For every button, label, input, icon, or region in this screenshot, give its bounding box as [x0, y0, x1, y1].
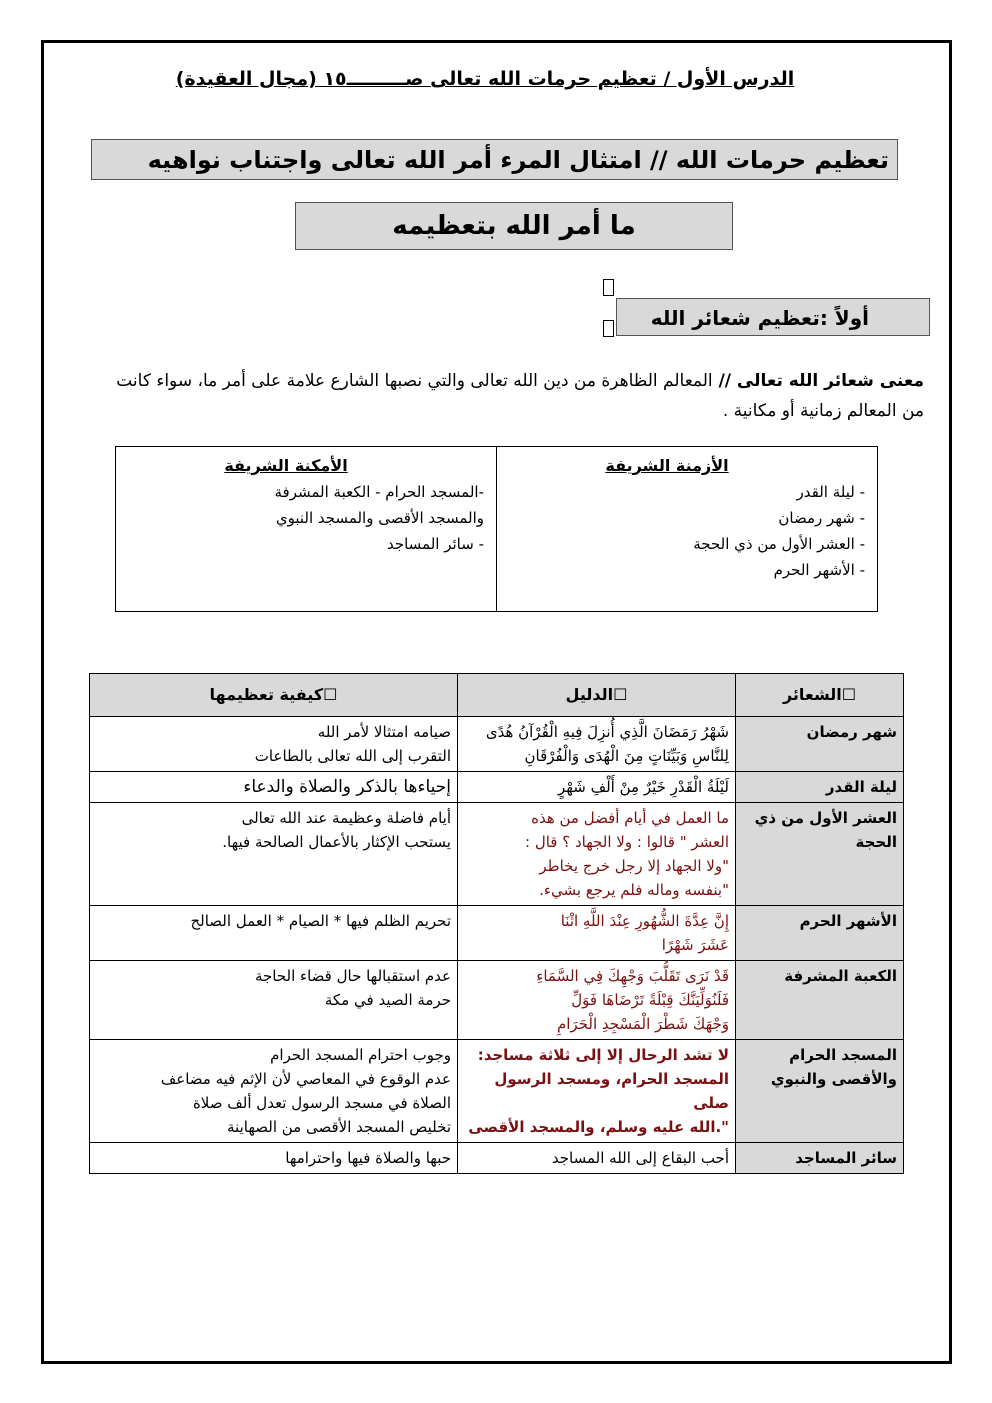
header-rites: ☐الشعائر	[736, 674, 904, 717]
how-line: تخليص المسجد الأقصى من الصهاينة	[227, 1118, 451, 1136]
times-places-table	[115, 446, 878, 612]
evidence-line: فَلَنُوَلِّيَنَّكَ قِبْلَةً تَرْضَاهَا فَوَلِّ	[571, 991, 729, 1009]
header-label: كيفية تعظيمها	[209, 685, 324, 704]
header-label: الدليل	[565, 685, 614, 704]
places-header: الأمكنة الشريفة	[224, 456, 348, 475]
rite-name: سائر المساجد	[736, 1143, 904, 1174]
meaning-separator: //	[712, 371, 737, 391]
table-row	[90, 961, 904, 1040]
list-item: - ليلة القدر	[796, 483, 865, 501]
how-line: التقرب إلى الله تعالى بالطاعات	[254, 747, 451, 765]
evidence-line: ".الله عليه وسلم، والمسجد الأقصى	[468, 1118, 729, 1136]
rites-table	[89, 673, 904, 1174]
how-line: وجوب احترام المسجد الحرام	[270, 1046, 451, 1064]
checkbox-icon	[603, 320, 614, 337]
how-line: عدم الوقوع في المعاصي لأن الإثم فيه مضاعف	[160, 1070, 451, 1088]
rite-name: الكعبة المشرفة	[736, 961, 904, 1040]
how-line: صيامه امتثالا لأمر الله	[317, 723, 451, 741]
how-cell	[90, 961, 458, 1040]
evidence-line: قَدْ نَرَى تَقَلُّبَ وَجْهِكَ فِي السَّمَاءِ	[536, 967, 729, 985]
evidence-line: العشر " قالوا : ولا الجهاد ؟ قال :	[525, 833, 729, 851]
evidence-cell	[458, 803, 736, 906]
meaning-label: معنى شعائر الله تعالى	[736, 371, 924, 391]
evidence-line: إِنَّ عِدَّةَ الشُّهُورِ عِنْدَ اللَّهِ اثْنَا	[560, 912, 729, 930]
how-line: أيام فاضلة وعظيمة عند الله تعالى	[241, 809, 451, 827]
evidence-cell	[458, 1143, 736, 1174]
how-cell	[90, 717, 458, 772]
table-row	[90, 1040, 904, 1143]
evidence-cell	[458, 961, 736, 1040]
times-header: الأزمنة الشريفة	[605, 456, 729, 475]
list-item: - شهر رمضان	[778, 509, 865, 527]
list-item: -المسجد الحرام - الكعبة المشرفة	[274, 483, 484, 501]
rite-name: ليلة القدر	[736, 772, 904, 803]
header-how: ☐كيفية تعظيمها	[90, 674, 458, 717]
evidence-line: المسجد الحرام، ومسجد الرسول صلى	[494, 1070, 729, 1112]
list-item: - سائر المساجد	[386, 535, 484, 553]
rite-name: العشر الأول من ذي الحجة	[736, 803, 904, 906]
definition-box: تعظيم حرمات الله // امتثال المرء أمر الله تعالى واجتناب نواهيه	[91, 139, 898, 180]
evidence-line: لا تشد الرحال إلا إلى ثلاثة مساجد:	[477, 1046, 729, 1064]
how-cell	[90, 803, 458, 906]
evidence-line: "بنفسه وماله فلم يرجع بشيء.	[539, 881, 729, 899]
table-row	[90, 1143, 904, 1174]
evidence-line: لِلنَّاسِ وَبَيِّنَاتٍ مِنَ الْهُدَى وَالْفُرْقَانِ	[524, 747, 729, 765]
evidence-line: شَهْرُ رَمَضَانَ الَّذِي أُنزِلَ فِيهِ الْقُرْآنُ هُدًى	[485, 723, 729, 741]
times-cell	[497, 447, 878, 612]
header-label: الشعائر	[782, 685, 842, 704]
evidence-cell	[458, 906, 736, 961]
lesson-title: الدرس الأول / تعظيم حرمات الله تعالى صـــــــــ١٥ (مجال العقيدة)	[175, 68, 795, 90]
evidence-line: لَيْلَةُ الْقَدْرِ خَيْرٌ مِنْ أَلْفِ شَهْرٍ	[558, 778, 729, 796]
meaning-paragraph	[94, 366, 924, 426]
section-box: أولاً :تعظيم شعائر الله	[616, 298, 930, 336]
how-cell	[90, 772, 458, 803]
list-item: - الأشهر الحرم	[773, 561, 865, 579]
how-line: إحياءها بالذكر والصلاة والدعاء	[243, 777, 451, 797]
how-line: تحريم الظلم فيها * الصيام * العمل الصالح	[190, 912, 451, 930]
how-line: يستحب الإكثار بالأعمال الصالحة فيها.	[222, 833, 451, 851]
table-header-row	[90, 674, 904, 717]
table-row	[90, 906, 904, 961]
list-item: - العشر الأول من ذي الحجة	[693, 535, 865, 553]
meaning-text: المعالم الظاهرة من دين الله تعالى والتي نصبها الشارع علامة على أمر ما، سواء كانت من المعالم زمانية أو مكانية .	[116, 371, 924, 421]
header-evidence: ☐الدليل	[458, 674, 736, 717]
table-row	[90, 803, 904, 906]
how-cell	[90, 1143, 458, 1174]
evidence-cell	[458, 772, 736, 803]
rite-name: شهر رمضان	[736, 717, 904, 772]
evidence-line: أحب البقاع إلى الله المساجد	[551, 1149, 729, 1167]
heading-box: ما أمر الله بتعظيمه	[295, 202, 733, 250]
table-row	[90, 717, 904, 772]
how-line: حبها والصلاة فيها واحترامها	[285, 1149, 451, 1167]
rite-name: المسجد الحرام والأقصى والنبوي	[736, 1040, 904, 1143]
how-line: الصلاة في مسجد الرسول تعدل ألف صلاة	[192, 1094, 451, 1112]
table-row	[90, 772, 904, 803]
checkbox-icon	[603, 279, 614, 296]
evidence-cell	[458, 717, 736, 772]
evidence-line: وَجْهَكَ شَطْرَ الْمَسْجِدِ الْحَرَامِ	[556, 1015, 729, 1033]
how-cell	[90, 906, 458, 961]
list-item: والمسجد الأقصى والمسجد النبوي	[275, 509, 484, 527]
evidence-cell	[458, 1040, 736, 1143]
rite-name: الأشهر الحرم	[736, 906, 904, 961]
how-cell	[90, 1040, 458, 1143]
evidence-line: ما العمل في أيام أفضل من هذه	[531, 809, 729, 827]
how-line: حرمة الصيد في مكة	[324, 991, 451, 1009]
evidence-line: "ولا الجهاد إلا رجل خرج يخاطر	[539, 857, 729, 875]
how-line: عدم استقبالها حال قضاء الحاجة	[254, 967, 451, 985]
places-cell	[116, 447, 497, 612]
evidence-line: عَشَرَ شَهْرًا	[661, 936, 729, 954]
